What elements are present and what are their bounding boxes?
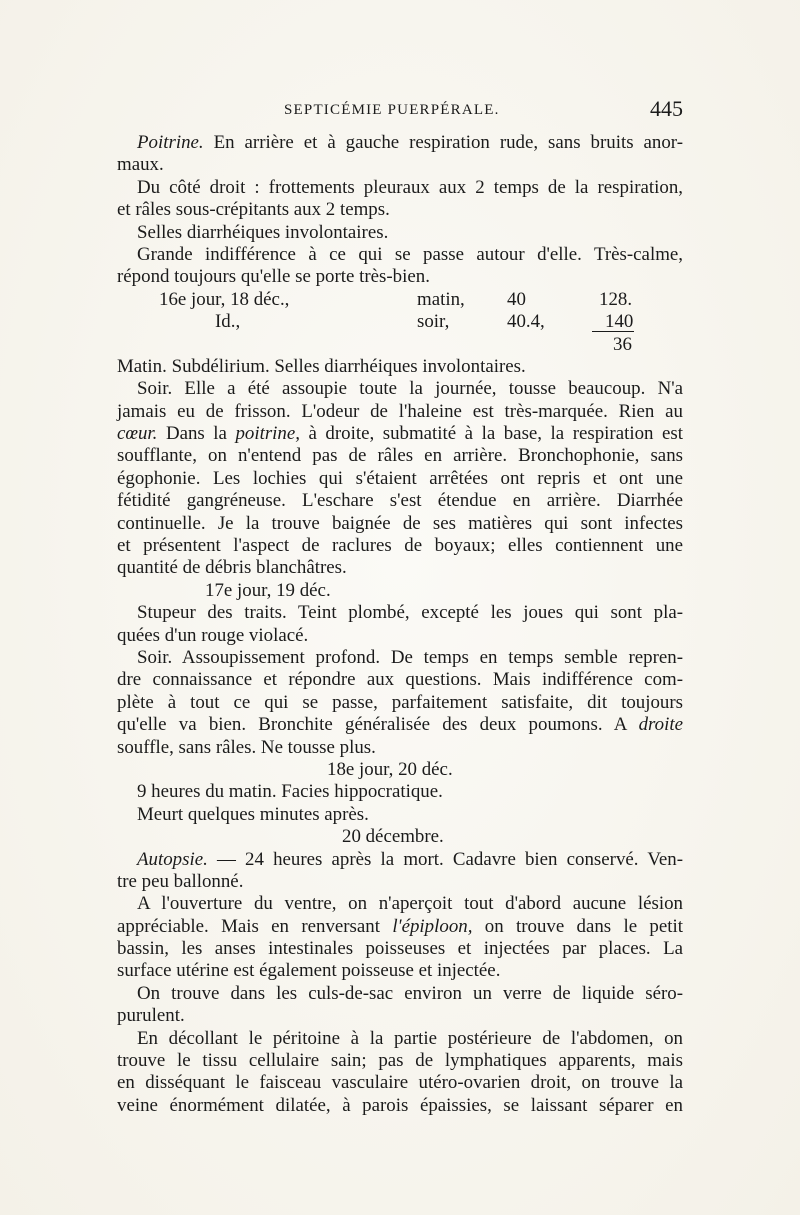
text-line: tre peu ballonné. (117, 870, 244, 892)
day-heading: 20 décembre. (342, 826, 444, 848)
text-line: répond toujours qu'elle se porte très-bien. (117, 266, 430, 288)
pulse-difference-row (117, 334, 683, 356)
text-line: 9 heures du matin. Facies hippocratique. (137, 781, 443, 803)
day-heading: 17e jour, 19 déc. (205, 579, 331, 601)
obs-time: matin, (417, 288, 465, 310)
text-line: maux. (117, 154, 164, 176)
text-line: jamais eu de frisson. L'odeur de l'haleine est très-marquée. Rien au (117, 400, 683, 422)
page-body (117, 132, 683, 1117)
text-line: Selles diarrhéiques involontaires. (137, 221, 389, 243)
sum-rule (592, 331, 634, 332)
obs-temperature: 40.4, (507, 311, 545, 333)
text-line: trouve le tissu cellulaire sain; pas de lymphatiques apparents, mais (117, 1050, 683, 1072)
obs-pulse: 140 (605, 311, 634, 333)
text-line: quantité de débris blanchâtres. (117, 557, 347, 579)
text-line: Stupeur des traits. Teint plombé, excepté les joues qui sont pla- (137, 602, 683, 624)
text-line: Grande indifférence à ce qui se passe autour d'elle. Très-calme, (137, 243, 683, 265)
text-line: fétidité gangréneuse. L'eschare s'est étendue en arrière. Diarrhée (117, 490, 683, 512)
text-line: continuelle. Je la trouve baignée de ses matières qui sont infectes (117, 512, 683, 534)
section-label: Poitrine. (137, 132, 204, 153)
text-line: Meurt quelques minutes après. (137, 803, 369, 825)
text-line: On trouve dans les culs-de-sac environ un verre de liquide séro- (137, 982, 683, 1004)
text-line: purulent. (117, 1005, 185, 1027)
text-line: A l'ouverture du ventre, on n'aperçoit tout d'abord aucune lésion (137, 893, 683, 915)
text-line: cœur. Dans la poitrine, à droite, submatité à la base, la respiration est (117, 423, 683, 445)
obs-temperature: 40 (507, 288, 526, 310)
text-line: soufflante, on n'entend pas de râles en arrière. Bronchophonie, sans (117, 445, 683, 467)
observation-row (117, 311, 683, 333)
text-line: qu'elle va bien. Bronchite généralisée des deux poumons. A droite (117, 714, 683, 736)
text-line: souffle, sans râles. Ne tousse plus. (117, 736, 376, 758)
text-line: veine énormément dilatée, à parois épaissies, se laissant séparer en (117, 1094, 683, 1116)
pulse-difference: 36 (613, 333, 632, 355)
obs-date: Id., (215, 311, 241, 333)
page-header (117, 96, 683, 126)
text-line: Poitrine. En arrière et à gauche respiration rude, sans bruits anor- (137, 132, 683, 153)
obs-date: 16e jour, 18 déc., (159, 288, 290, 310)
text-line: quées d'un rouge violacé. (117, 624, 309, 646)
text-line: surface utérine est également poisseuse et injectée. (117, 960, 501, 982)
text-line: et présentent l'aspect de raclures de boyaux; elles contiennent une (117, 535, 683, 557)
text-line: dre connaissance et répondre aux questions. Mais indifférence com- (117, 669, 683, 691)
text-line: et râles sous-crépitants aux 2 temps. (117, 199, 390, 221)
text-line: en disséquant le faisceau vasculaire utéro-ovarien droit, on trouve la (117, 1072, 683, 1094)
text-line: En décollant le péritoine à la partie postérieure de l'abdomen, on (137, 1027, 683, 1049)
text-line: Matin. Subdélirium. Selles diarrhéiques involontaires. (117, 355, 526, 377)
running-title: SEPTICÉMIE PUERPÉRALE. (284, 102, 500, 118)
obs-pulse: 128. (599, 288, 633, 310)
text-line: égophonie. Les lochies qui s'étaient arrêtées ont repris et ont une (117, 467, 683, 489)
text-line: bassin, les anses intestinales poisseuses et injectées par places. La (117, 938, 683, 960)
section-label: Autopsie. (137, 848, 208, 870)
observation-row (117, 289, 683, 311)
text-line: appréciable. Mais en renversant l'épiploon, on trouve dans le petit (117, 915, 683, 937)
text-line: Du côté droit : frottements pleuraux aux 2 temps de la respiration, (137, 176, 683, 198)
text-line: Soir. Elle a été assoupie toute la journée, tousse beaucoup. N'a (137, 378, 683, 400)
obs-time: soir, (417, 311, 450, 333)
day-heading: 18e jour, 20 déc. (327, 758, 453, 780)
text-line: Autopsie. — 24 heures après la mort. Cadavre bien conservé. Ven- (137, 848, 683, 870)
text-line: Soir. Assoupissement profond. De temps en temps semble repren- (137, 646, 683, 668)
text-line: plète à tout ce qui se passe, parfaitement satisfaite, dit toujours (117, 691, 683, 713)
page-number: 445 (650, 96, 683, 121)
